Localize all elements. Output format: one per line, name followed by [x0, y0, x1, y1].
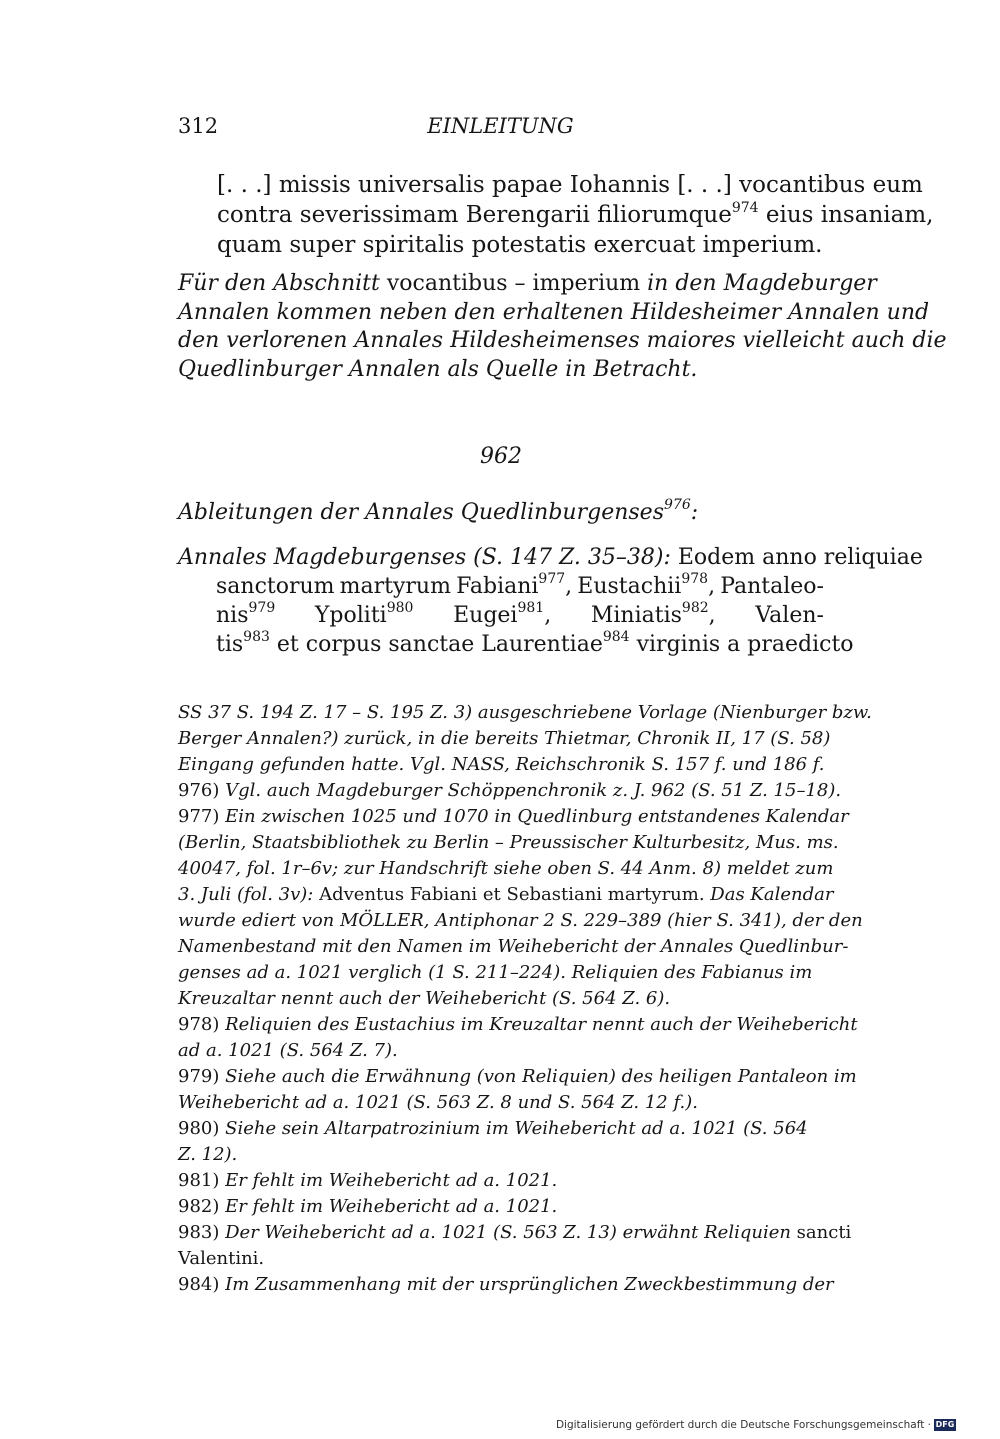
footnote-ref: 979: [248, 600, 276, 616]
latin-quotation: [217, 170, 934, 260]
footnote-981: [178, 1168, 824, 1194]
entry-line: [178, 629, 854, 659]
footnote-text: Das Kalendar: [704, 884, 834, 905]
entry-text: nis: [216, 603, 249, 628]
commentary-line: Quedlinburger Annalen als Quelle in Betracht.: [178, 356, 698, 382]
entry-text: Eugei: [453, 603, 518, 628]
footnote-980: [178, 1116, 824, 1142]
entry-text: Ypoliti: [314, 603, 387, 628]
footnote-line: Kreuzaltar nennt auch der Weihebericht (S. 564 Z. 6).: [178, 988, 671, 1009]
commentary-line: den verlorenen Annales Hildesheimenses maiores vielleicht auch die: [178, 328, 947, 353]
footnote-text: Vgl. auch Magdeburger Schöppenchronik z. J. 962 (S. 51 Z. 15–18).: [219, 780, 842, 801]
running-title: EINLEITUNG: [427, 114, 574, 138]
entry-line: [178, 601, 824, 630]
footnote-number: 978): [178, 1014, 220, 1035]
page-number: 312: [178, 114, 219, 138]
footnote-line: Valentini.: [178, 1248, 265, 1269]
footnote-982: [178, 1194, 824, 1220]
entry-text: tis: [216, 632, 244, 657]
footnote-number: 982): [178, 1196, 220, 1217]
footnote-ref: 983: [243, 629, 270, 645]
entry-word: [216, 572, 335, 601]
credit-text: Digitalisierung gefördert durch die Deutsche Forschungsgemeinschaft ·: [555, 1419, 931, 1431]
footnote-number: 984): [178, 1274, 220, 1295]
footnote-text: Siehe sein Altarpatrozinium im Weihebericht ad a. 1021 (S. 564: [219, 1118, 808, 1139]
footnote-number: 981): [178, 1170, 220, 1191]
footnote-ref: 978: [681, 571, 709, 587]
footnote-line: ad a. 1021 (S. 564 Z. 7).: [178, 1040, 398, 1061]
entry-text: Pantaleo-: [720, 574, 824, 599]
footnote-line: Weihebericht ad a. 1021 (S. 563 Z. 8 und S. 564 Z. 12 f.).: [178, 1092, 698, 1113]
footnote-line: [178, 882, 834, 908]
commentary-text: –: [507, 271, 533, 296]
footnote-number: 983): [178, 1222, 220, 1243]
footnote-line: Z. 12).: [178, 1144, 238, 1165]
commentary-paragraph: [178, 270, 947, 384]
footnote-number: 979): [178, 1066, 220, 1087]
commentary-text: Für den Abschnitt: [178, 271, 387, 296]
entry-text: et corpus sanctae Laurentiae: [269, 632, 603, 657]
footnotes: [178, 700, 872, 1298]
footnote-ref: 980: [386, 600, 414, 616]
footnote-continuation: SS 37 S. 194 Z. 17 – S. 195 Z. 3) ausgeschriebene Vorlage (Nienburger bzw.: [178, 702, 872, 723]
footnote-continuation: Berger Annalen?) zurück, in die bereits Thietmar, Chronik II, 17 (S. 58): [178, 728, 831, 749]
entry-line: [178, 572, 824, 601]
footnote-984: [178, 1272, 834, 1298]
quote-line: quam super spiritalis potestatis exercuat imperium.: [217, 232, 823, 258]
footnote-number: 980): [178, 1118, 220, 1139]
quoted-source: Adventus Fabiani et Sebastiani martyrum.: [313, 884, 705, 905]
entry-word: Miniatis$^{982}$,: [590, 600, 716, 628]
quote-text: contra severissimam Berengarii filiorumque: [217, 202, 732, 228]
footnote-text: Reliquien des Eustachius im Kreuzaltar nennt auch der Weihebericht: [219, 1014, 858, 1035]
quote-line: [217, 200, 934, 230]
footnote-text: Ein zwischen 1025 und 1070 in Quedlinburg entstandenes Kalendar: [219, 806, 849, 827]
quote-text: eius insaniam,: [758, 202, 934, 228]
quoted-term: imperium: [532, 271, 641, 296]
footnote-text: Er fehlt im Weihebericht ad a. 1021.: [219, 1170, 558, 1191]
footnote-line: wurde ediert von MÖLLER, Antiphonar 2 S. 229–389 (hier S. 341), der den: [178, 910, 863, 931]
footnote-text: Der Weihebericht ad a. 1021 (S. 563 Z. 13) erwähnt Reliquien: [219, 1222, 791, 1243]
footnote-ref: 976: [664, 497, 691, 513]
entry-word: [340, 572, 451, 601]
quote-line: [. . .] missis universalis papae Iohannis [. . .] vocantibus eum: [217, 172, 923, 198]
footnote-line: (Berlin, Staatsbibliothek zu Berlin – Preussischer Kulturbesitz, Mus. ms.: [178, 832, 839, 853]
footnote-ref: 984: [602, 629, 630, 645]
footnote-line: 40047, fol. 1r–6v; zur Handschrift siehe oben S. 44 Anm. 8) meldet zum: [178, 858, 834, 879]
entry-word: [315, 601, 414, 630]
dfg-logo: DFG: [935, 1420, 955, 1429]
footnote-ref: 981: [517, 600, 545, 616]
entry-text: virginis a praedicto: [629, 632, 854, 657]
page-header: [178, 114, 823, 144]
commentary-line: [178, 270, 877, 299]
entry-text: martyrum: [339, 574, 451, 599]
footnote-line: genses ad a. 1021 verglich (1 S. 211–224). Reliquien des Fabianus im: [178, 962, 813, 983]
footnote-text: Siehe auch die Erwähnung (von Reliquien) des heiligen Pantaleon im: [219, 1066, 857, 1087]
digitization-credit: [556, 1419, 956, 1431]
entry-text: sanctorum: [216, 574, 335, 599]
entry-text: Fabiani: [456, 574, 539, 599]
footnote-ref: 977: [538, 571, 566, 587]
footnote-text: Er fehlt im Weihebericht ad a. 1021.: [219, 1196, 558, 1217]
heading-text: Ableitungen der Annales Quedlinburgenses: [178, 500, 664, 525]
footnote-line: Namenbestand mit den Namen im Weihebericht der Annales Quedlinbur-: [178, 936, 849, 957]
entry-word: Fabiani$^{977}$,: [456, 571, 573, 599]
heading-text: :: [690, 500, 699, 525]
footnote-ref: 974: [731, 200, 759, 216]
footnote-number: 977): [178, 806, 220, 827]
commentary-text: in den Magdeburger: [640, 271, 877, 296]
footnote-979: [178, 1064, 857, 1090]
source-entry: [178, 543, 923, 659]
footnote-continuation: Eingang gefunden hatte. Vgl. NASS, Reichschronik S. 157 f. und 186 f.: [178, 754, 825, 775]
footnote-977: [178, 804, 849, 830]
commentary-line: Annalen kommen neben den erhaltenen Hildesheimer Annalen und: [178, 299, 930, 325]
footnote-text: Im Zusammenhang mit der ursprünglichen Zweckbestimmung der: [219, 1274, 834, 1295]
derivation-heading: [178, 497, 824, 525]
quoted-source: sancti: [790, 1222, 852, 1243]
entry-word: [755, 601, 824, 630]
entry-line: [178, 543, 923, 572]
entry-word: [720, 572, 824, 601]
footnote-text: 3. Juli (fol. 3v):: [178, 884, 314, 905]
year-heading: 962: [480, 444, 522, 469]
entry-text: Miniatis: [590, 603, 682, 628]
footnote-983: [178, 1220, 852, 1246]
source-citation: Annales Magdeburgenses (S. 147 Z. 35–38):: [178, 545, 671, 570]
entry-word: Eugei$^{981}$,: [453, 600, 552, 628]
entry-text: Valen-: [755, 603, 824, 628]
entry-text: Eodem anno reliquiae: [670, 545, 923, 570]
footnote-978: [178, 1012, 858, 1038]
quoted-term: vocantibus: [386, 271, 508, 296]
entry-word: Eustachii$^{978}$,: [577, 571, 716, 599]
entry-text: Eustachii: [577, 574, 682, 599]
footnote-ref: 982: [681, 600, 709, 616]
footnote-976: [178, 778, 842, 804]
entry-word: [216, 601, 275, 630]
footnote-number: 976): [178, 780, 220, 801]
